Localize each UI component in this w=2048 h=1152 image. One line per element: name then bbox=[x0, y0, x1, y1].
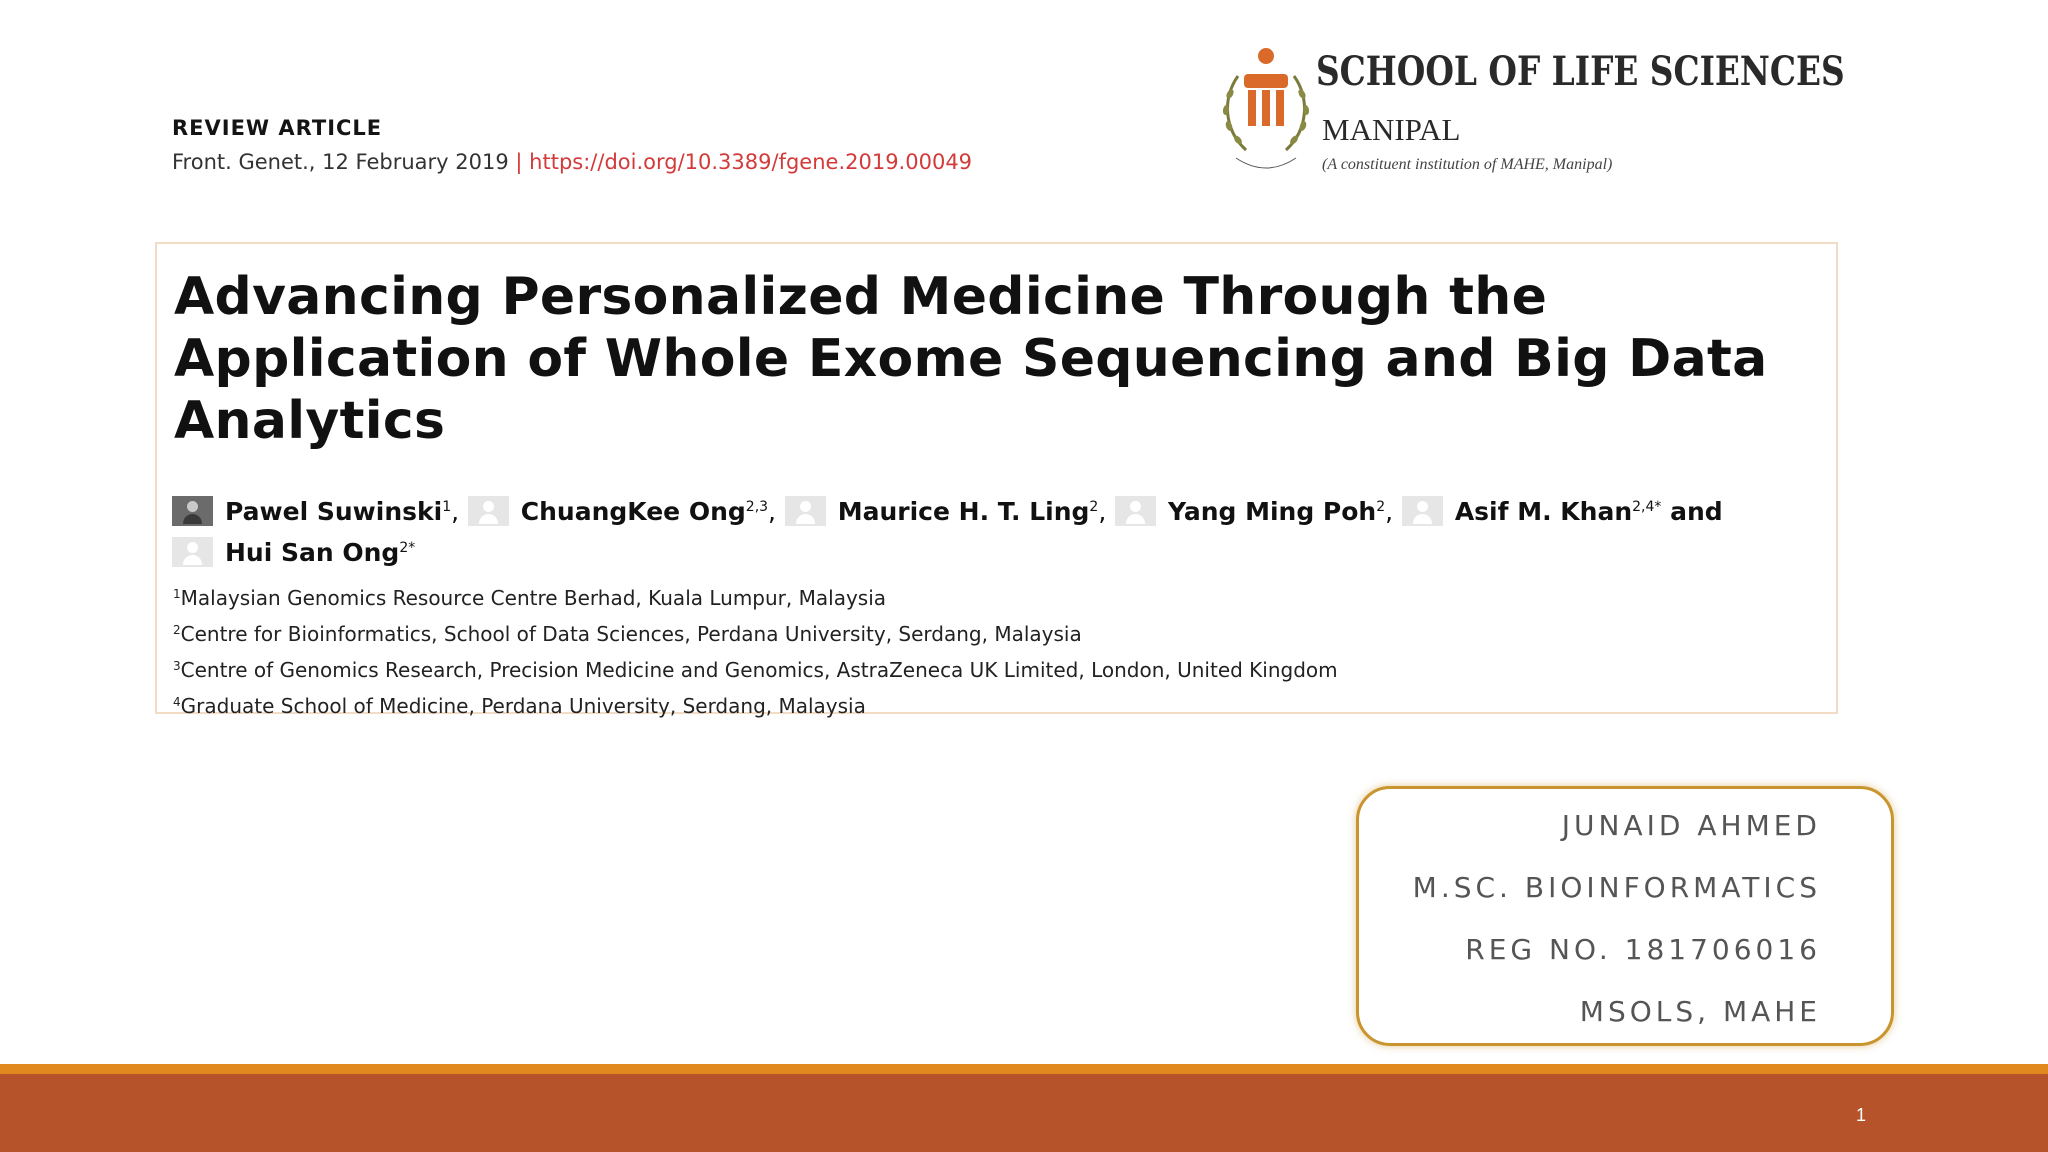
author-name: Pawel Suwinski bbox=[225, 497, 443, 526]
presenter-institution: MSOLS, MAHE bbox=[1579, 995, 1821, 1028]
manipal-emblem-icon bbox=[1216, 38, 1316, 188]
school-logo bbox=[1216, 38, 1846, 188]
footer-bar bbox=[0, 1074, 2048, 1152]
author-list bbox=[172, 489, 1832, 571]
author-separator: , bbox=[1385, 497, 1394, 526]
paper-title: Advancing Personalized Medicine Through the Application of Whole Exome Sequencing and Big Data Analytics bbox=[174, 267, 1768, 451]
author-sup: 2* bbox=[399, 540, 416, 556]
affiliation-item bbox=[173, 578, 1338, 614]
article-header bbox=[172, 116, 972, 174]
affiliation-number: 2 bbox=[173, 623, 181, 637]
avatar-placeholder-icon bbox=[1402, 496, 1443, 526]
school-title: SCHOOL OF LIFE SCIENCES bbox=[1316, 48, 1845, 95]
affiliation-list bbox=[173, 578, 1338, 722]
affiliation-text: Centre of Genomics Research, Precision Medicine and Genomics, AstraZeneca UK Limited, London, United Kingdom bbox=[180, 658, 1338, 682]
author-sup: 2 bbox=[1089, 499, 1099, 515]
author-photo-icon bbox=[172, 496, 213, 526]
author-name: ChuangKee Ong bbox=[520, 497, 746, 526]
author-name: Hui San Ong bbox=[225, 538, 400, 567]
affiliation-text: Centre for Bioinformatics, School of Data Sciences, Perdana University, Serdang, Malaysia bbox=[180, 622, 1082, 646]
footer-accent-line bbox=[0, 1064, 2048, 1074]
author-sup: 2,3 bbox=[745, 499, 769, 515]
author-item[interactable] bbox=[1115, 497, 1393, 526]
paper-card bbox=[155, 242, 1838, 718]
slide-number: 1 bbox=[1856, 1105, 1867, 1125]
author-separator: , bbox=[1098, 497, 1107, 526]
author-name: Asif M. Khan bbox=[1454, 497, 1633, 526]
presenter-program: M.SC. BIOINFORMATICS bbox=[1412, 871, 1821, 904]
author-item[interactable] bbox=[172, 497, 459, 526]
author-name: Yang Ming Poh bbox=[1168, 497, 1377, 526]
author-item[interactable] bbox=[468, 497, 776, 526]
author-sup: 2,4* bbox=[1632, 499, 1662, 515]
school-subtitle: MANIPAL bbox=[1322, 112, 1461, 147]
author-sup: 2 bbox=[1376, 499, 1386, 515]
affiliation-item bbox=[173, 686, 1338, 722]
affiliation-number: 4 bbox=[173, 695, 181, 709]
presenter-reg-no: REG NO. 181706016 bbox=[1465, 933, 1821, 966]
author-item[interactable] bbox=[172, 538, 415, 567]
school-note: (A constituent institution of MAHE, Manipal) bbox=[1322, 156, 1613, 173]
author-separator: , bbox=[768, 497, 776, 526]
avatar-placeholder-icon bbox=[785, 496, 826, 526]
citation-line bbox=[172, 150, 972, 174]
affiliation-text: Graduate School of Medicine, Perdana University, Serdang, Malaysia bbox=[180, 694, 866, 718]
affiliation-item bbox=[173, 650, 1338, 686]
presenter-box bbox=[1356, 786, 1894, 1046]
author-item[interactable] bbox=[785, 497, 1107, 526]
author-separator: and bbox=[1661, 497, 1723, 526]
avatar-placeholder-icon bbox=[468, 496, 509, 526]
journal-date: Front. Genet., 12 February 2019 bbox=[172, 150, 509, 174]
citation-separator: | bbox=[515, 150, 523, 174]
author-separator: , bbox=[451, 497, 460, 526]
doi-link[interactable]: https://doi.org/10.3389/fgene.2019.00049 bbox=[529, 150, 973, 174]
avatar-placeholder-icon bbox=[172, 537, 213, 567]
author-sup: 1 bbox=[442, 499, 452, 515]
avatar-placeholder-icon bbox=[1115, 496, 1156, 526]
affiliation-text: Malaysian Genomics Resource Centre Berhad, Kuala Lumpur, Malaysia bbox=[180, 586, 887, 610]
author-item[interactable] bbox=[1402, 497, 1723, 526]
article-type: REVIEW ARTICLE bbox=[172, 116, 383, 140]
affiliation-number: 3 bbox=[173, 659, 181, 673]
presenter-name: JUNAID AHMED bbox=[1561, 809, 1821, 842]
affiliation-item bbox=[173, 614, 1338, 650]
author-name: Maurice H. T. Ling bbox=[837, 497, 1090, 526]
affiliation-number: 1 bbox=[173, 587, 181, 601]
